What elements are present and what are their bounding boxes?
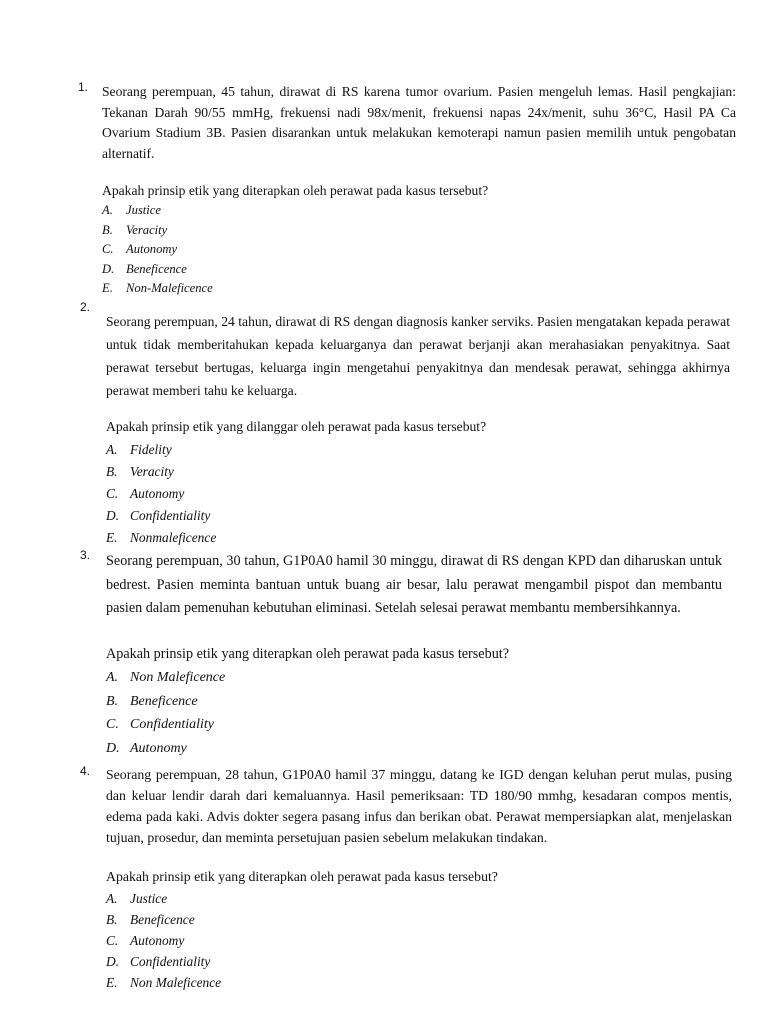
option-c: C. Autonomy bbox=[106, 486, 185, 501]
option-a: A. Justice bbox=[102, 203, 161, 217]
answer-options bbox=[106, 439, 216, 549]
answer-options bbox=[106, 888, 221, 993]
question-prompt: Apakah prinsip etik yang dilanggar oleh perawat pada kasus tersebut? bbox=[106, 419, 487, 434]
option-b: B. Veracity bbox=[106, 464, 174, 479]
question-number: 3. bbox=[80, 548, 91, 562]
option-c: C. Confidentiality bbox=[106, 717, 214, 732]
option-e: E. Non-Maleficence bbox=[102, 281, 213, 296]
question-stem: Seorang perempuan, 28 tahun, G1P0A0 hamil 37 minggu, datang ke IGD dengan keluhan perut mulas, pusing dan keluar lendir darah dari kemaluannya. Hasil pemeriksaan: TD 180/90 mmhg, kesadaran compos mentis, edema pada kaki. Advis dokter segera pasang infus dan berikan obat. Perawat mempersiapkan alat, menjelaskan tujuan, prosedur, dan meminta persetujuan pasien sebelum melakukan tindakan. bbox=[106, 767, 732, 845]
question-stem: Seorang perempuan, 45 tahun, dirawat di RS karena tumor ovarium. Pasien mengeluh lemas. Hasil pengkajian: Tekanan Darah 90/55 mmHg, frekuensi nadi 98x/menit, frekuensi napas 24x/menit, suhu 36°C, Hasil PA Ca Ovarium Stadium 3B. Pasien disarankan untuk melakukan kemoterapi namun pasien memilih untuk pengobatan alternatif. bbox=[102, 84, 736, 161]
answer-options bbox=[106, 666, 225, 760]
question-number: 2. bbox=[80, 300, 91, 314]
option-d: D. Beneficence bbox=[102, 261, 187, 276]
question-prompt: Apakah prinsip etik yang diterapkan oleh perawat pada kasus tersebut? bbox=[106, 869, 498, 884]
option-d: D. Autonomy bbox=[106, 740, 187, 756]
question-number: 1. bbox=[78, 80, 89, 94]
option-e: E. Non Maleficence bbox=[106, 975, 222, 990]
option-c: C. Autonomy bbox=[106, 933, 185, 948]
question-stem: Seorang perempuan, 24 tahun, dirawat di RS dengan diagnosis kanker serviks. Pasien mengatakan kepada perawat untuk tidak memberitahukan kepada keluarganya dan perawat berjanji akan merahasiakan penyakitnya. Saat perawat tersebut bertugas, keluarga ingin mengetahui penyakitnya dan mendesak perawat, sehingga akhirnya perawat memberi tahu ke keluarga. bbox=[106, 314, 730, 398]
option-a: A. Non Maleficence bbox=[106, 670, 226, 685]
option-d: D. Confidentiality bbox=[106, 508, 211, 523]
question-prompt: Apakah prinsip etik yang diterapkan oleh perawat pada kasus tersebut? bbox=[102, 183, 489, 198]
answer-options bbox=[102, 201, 213, 299]
option-a: A. Fidelity bbox=[106, 442, 172, 457]
option-d: D. Confidentiality bbox=[106, 954, 211, 969]
question-stem: Seorang perempuan, 30 tahun, G1P0A0 hamil 30 minggu, dirawat di RS dengan KPD dan diharuskan untuk bedrest. Pasien meminta bantuan untuk buang air besar, lalu perawat mengambil pispot dan membantu pasien dalam pemenuhan kebutuhan eliminasi. Setelah selesai perawat membantu membersihkannya. bbox=[106, 553, 722, 616]
question-prompt: Apakah prinsip etik yang diterapkan oleh perawat pada kasus tersebut? bbox=[106, 646, 510, 662]
option-c: C. Autonomy bbox=[102, 242, 178, 257]
option-b: B. Beneficence bbox=[106, 912, 195, 927]
option-a: A. Justice bbox=[106, 891, 168, 906]
option-b: B. Beneficence bbox=[106, 693, 198, 709]
option-e: E. Nonmaleficence bbox=[106, 530, 217, 545]
question-number: 4. bbox=[80, 764, 91, 778]
option-b: B. Veracity bbox=[102, 222, 168, 237]
